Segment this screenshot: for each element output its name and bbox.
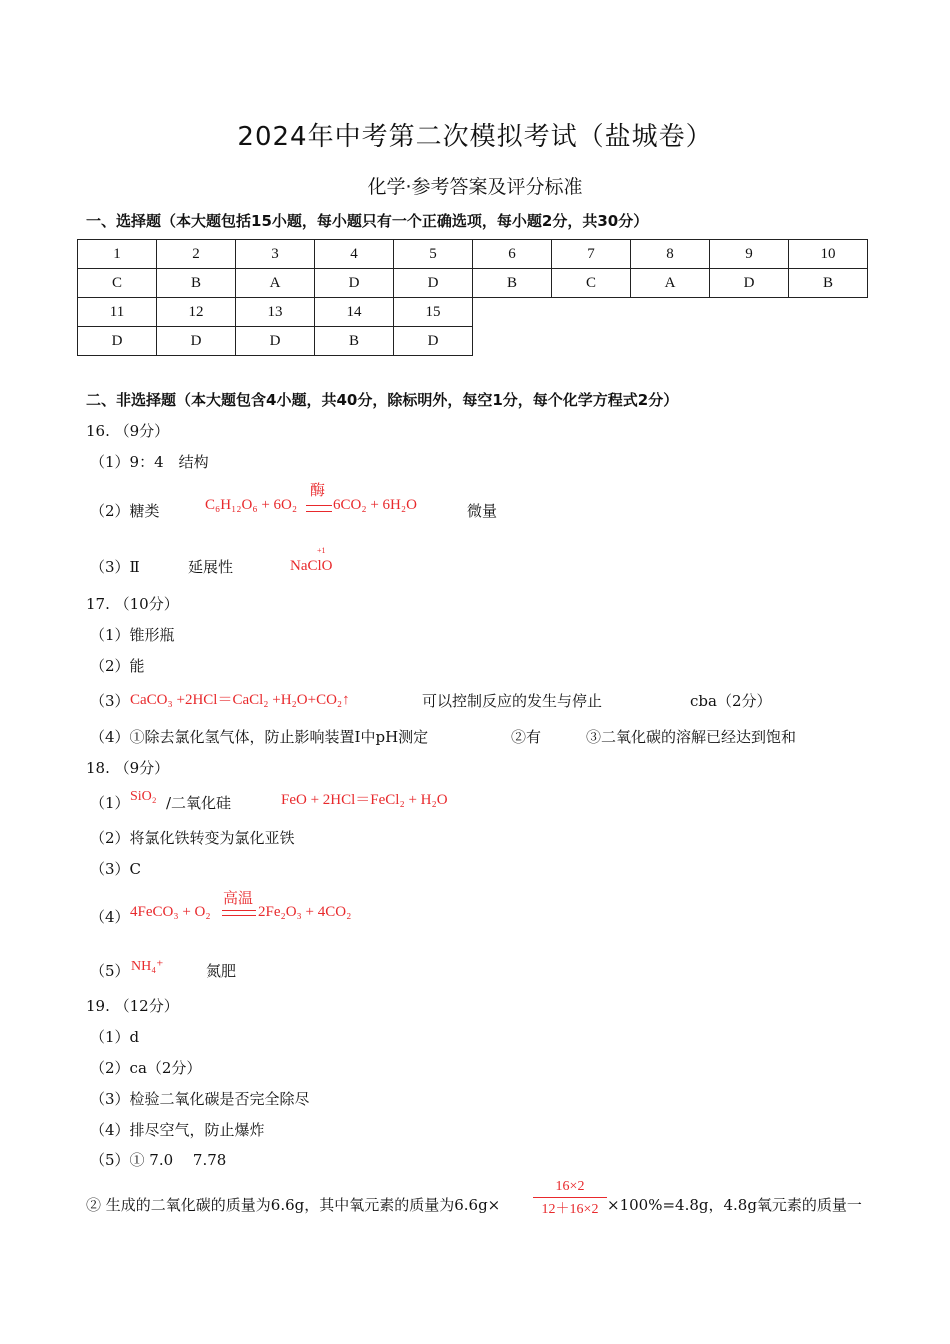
table-cell: 11 — [78, 298, 157, 327]
table-cell: B — [315, 327, 394, 356]
table-cell-empty — [552, 298, 631, 327]
table-cell-empty — [473, 298, 552, 327]
table-cell: A — [236, 269, 315, 298]
q19-fraction-numerator: 16×2 — [555, 1179, 585, 1194]
table-cell-empty — [710, 298, 789, 327]
q16-line3-label: （3）Ⅱ — [90, 558, 140, 576]
table-cell-empty — [789, 298, 868, 327]
q19-fraction — [533, 1179, 607, 1218]
table-cell: 9 — [710, 240, 789, 269]
q18-equation-2-lhs: 4FeCO₃ + O₂ — [130, 904, 211, 920]
q16-formula: NaClO — [290, 558, 333, 574]
table-cell: 8 — [631, 240, 710, 269]
q18-line2: （2）将氯化铁转变为氯化亚铁 — [90, 829, 295, 847]
q18-formula: SiO₂ — [130, 789, 157, 804]
q16-equation-condition: 酶 — [310, 483, 326, 499]
table-cell-empty — [631, 298, 710, 327]
table-cell-empty — [789, 327, 868, 356]
table-cell: 7 — [552, 240, 631, 269]
table-cell: A — [631, 269, 710, 298]
table-cell: D — [157, 327, 236, 356]
page-subtitle: 化学·参考答案及评分标准 — [367, 176, 583, 198]
table-cell: 4 — [315, 240, 394, 269]
table-cell: D — [315, 269, 394, 298]
q18-equation-2-rhs: 2Fe₂O₃ + 4CO₂ — [258, 904, 352, 920]
table-cell: 5 — [394, 240, 473, 269]
table-cell-empty — [710, 327, 789, 356]
page-title: 2024年中考第二次模拟考试（盐城卷） — [237, 122, 713, 152]
q17-line3-order: cba（2分） — [690, 692, 772, 710]
q18-line1-answer: /二氧化硅 — [166, 794, 232, 812]
table-cell: 1 — [78, 240, 157, 269]
q19-fraction-denominator: 12＋16×2 — [533, 1197, 607, 1218]
table-row — [78, 269, 868, 298]
table-cell: 6 — [473, 240, 552, 269]
q19-line5: （5）① 7.0 7.78 — [90, 1151, 227, 1169]
table-cell: D — [394, 327, 473, 356]
table-cell-empty — [552, 327, 631, 356]
q16-valence-mark: +1 — [317, 546, 326, 555]
q17-line3-answer: 可以控制反应的发生与停止 — [422, 692, 603, 710]
table-row — [78, 298, 868, 327]
table-cell: D — [78, 327, 157, 356]
table-cell: D — [710, 269, 789, 298]
table-cell: 14 — [315, 298, 394, 327]
table-cell: 15 — [394, 298, 473, 327]
q17-line3-label: （3） — [90, 692, 130, 710]
section-two-heading: 二、非选择题（本大题包含4小题，共40分，除标明外，每空1分，每个化学方程式2分） — [86, 391, 679, 409]
q16-heading: 16. （9分） — [86, 422, 170, 440]
table-cell: 3 — [236, 240, 315, 269]
table-cell: D — [394, 269, 473, 298]
q18-line5-label: （5） — [90, 962, 130, 980]
q17-heading: 17. （10分） — [86, 595, 179, 613]
table-cell: 2 — [157, 240, 236, 269]
answer-table — [77, 239, 868, 356]
q16-equation-rhs: 6CO₂ + 6H₂O — [333, 497, 417, 513]
q18-line1-label: （1） — [90, 794, 130, 812]
q18-heading: 18. （9分） — [86, 759, 170, 777]
table-cell-empty — [473, 327, 552, 356]
q16-equation-equals — [306, 505, 332, 512]
q17-line4: （4）①除去氯化氢气体，防止影响装置Ⅰ中pH测定 — [90, 728, 429, 746]
section-one-heading: 一、选择题（本大题包括15小题，每小题只有一个正确选项，每小题2分，共30分） — [86, 212, 649, 230]
q16-line2-label: （2）糖类 — [90, 502, 160, 520]
q18-line5-answer: 氮肥 — [206, 962, 237, 980]
q17-line4-part3: ③二氧化碳的溶解已经达到饱和 — [586, 728, 797, 746]
q19-line6-part2: ×100%=4.8g，4.8g氧元素的质量一 — [607, 1196, 862, 1214]
table-cell: 10 — [789, 240, 868, 269]
table-cell: 13 — [236, 298, 315, 327]
q19-heading: 19. （12分） — [86, 997, 179, 1015]
table-cell: B — [157, 269, 236, 298]
q18-equation-1: FeO + 2HCl＝FeCl₂ + H₂O — [281, 792, 448, 808]
table-cell: C — [552, 269, 631, 298]
q16-equation-lhs: C₆H₁₂O₆ + 6O₂ — [205, 497, 298, 513]
q17-line2: （2）能 — [90, 657, 145, 675]
table-cell: D — [236, 327, 315, 356]
q18-equation-2-equals — [222, 910, 256, 916]
table-row — [78, 240, 868, 269]
q17-line1: （1）锥形瓶 — [90, 626, 175, 644]
q16-line1: （1）9：4 结构 — [90, 453, 209, 471]
q19-line4: （4）排尽空气，防止爆炸 — [90, 1121, 265, 1139]
q18-line3: （3）C — [90, 860, 142, 878]
q19-line2: （2）ca（2分） — [90, 1059, 202, 1077]
table-cell-empty — [631, 327, 710, 356]
q17-line4-part2: ②有 — [511, 728, 542, 746]
table-row — [78, 327, 868, 356]
q19-line1: （1）d — [90, 1028, 140, 1046]
q16-line2-answer: 微量 — [467, 502, 498, 520]
q19-line3: （3）检验二氧化碳是否完全除尽 — [90, 1090, 310, 1108]
q17-equation: CaCO₃ +2HCl＝CaCl₂ +H₂O+CO₂↑ — [130, 692, 350, 708]
table-cell: C — [78, 269, 157, 298]
q18-equation-2-condition: 高温 — [223, 891, 254, 907]
q18-line4-label: （4） — [90, 908, 130, 926]
table-cell: B — [789, 269, 868, 298]
table-cell: 12 — [157, 298, 236, 327]
table-cell: B — [473, 269, 552, 298]
q18-ion: NH₄⁺ — [131, 959, 164, 974]
q16-line3-answer: 延展性 — [188, 558, 234, 576]
q19-line6-part1: ② 生成的二氧化碳的质量为6.6g，其中氧元素的质量为6.6g× — [86, 1196, 501, 1214]
